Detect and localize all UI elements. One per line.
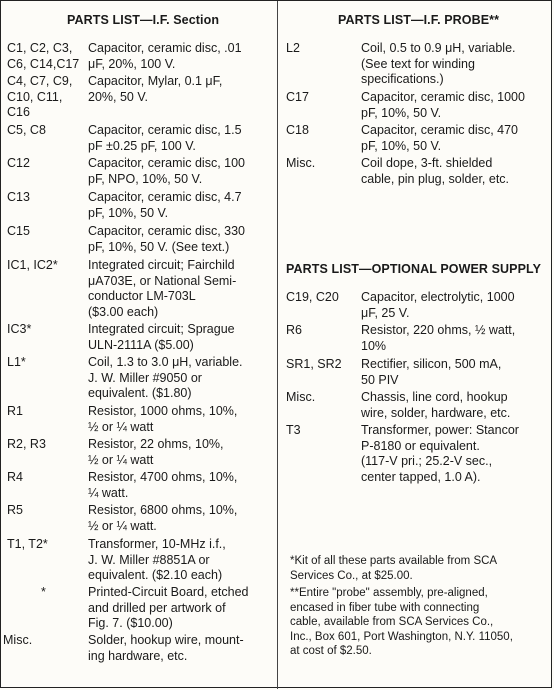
part-ref: Misc. [286,156,316,170]
part-ref: L2 [286,41,300,55]
part-ref: T3 [286,423,301,437]
part-desc: Printed-Circuit Board, etched and drilled per artwork of Fig. 7. ($10.00) [88,585,249,630]
part-ref: T1, T2* [7,537,48,551]
part-ref: C5, C8 [7,123,46,137]
part-ref: C13 [7,190,30,204]
part-desc: Capacitor, ceramic disc, 470 pF, 10%, 50 V. [361,123,519,153]
part-desc: Solder, hookup wire, mount- ing hardware, etc. [88,633,244,663]
part-desc: Capacitor, ceramic disc, 1.5 pF ±0.25 pF, 100 V. [88,123,242,153]
part-ref: * [41,585,46,599]
part-ref: R4 [7,470,23,484]
part-desc: Rectifier, silicon, 500 mA, 50 PIV [361,357,502,387]
part-desc: Resistor, 220 ohms, ½ watt, 10% [361,323,516,353]
part-ref: R6 [286,323,302,337]
part-ref: R2, R3 [7,437,46,451]
kit-footnote: *Kit of all these parts available from SCA Services Co., at $25.00. [290,555,498,582]
part-ref: C1, C2, C3, C6, C14,C17 [7,41,80,71]
part-desc: Integrated circuit; Fairchild μA703E, or National Semi- conductor LM-703L ($3.00 each) [88,258,237,319]
part-desc: Coil dope, 3-ft. shielded cable, pin plug, solder, etc. [361,156,510,186]
part-ref: SR1, SR2 [286,357,342,371]
part-ref: Misc. [3,633,33,647]
part-ref: C12 [7,156,30,170]
column-divider [277,1,278,689]
part-ref: L1* [7,355,26,369]
part-desc: Resistor, 6800 ohms, 10%, ½ or ¼ watt. [88,503,238,533]
part-ref: C4, C7, C9, C10, C11, C16 [7,74,73,119]
part-desc: Capacitor, ceramic disc, 1000 pF, 10%, 50 V. [361,90,525,120]
part-desc: Resistor, 4700 ohms, 10%, ¼ watt. [88,470,238,500]
part-desc: Resistor, 1000 ohms, 10%, ½ or ¼ watt [88,404,238,434]
probe-footnote: **Entire "probe" assembly, pre-aligned, encased in fiber tube with connecting cable, available from SCA Services Co., Inc., Box 601, Port Washington, N.Y. 11050, at cost of $2.50. [290,587,513,657]
part-ref: IC3* [7,322,32,336]
part-desc: Coil, 0.5 to 0.9 μH, variable. (See text for winding specifications.) [361,41,516,86]
part-desc: Capacitor, ceramic disc, 100 pF, NPO, 10%, 50 V. [88,156,246,186]
part-desc: Transformer, 10-MHz i.f., J. W. Miller #8851A or equivalent. ($2.10 each) [88,537,226,582]
part-desc: Coil, 1.3 to 3.0 μH, variable. J. W. Miller #9050 or equivalent. ($1.80) [88,355,243,400]
part-desc: Integrated circuit; Sprague ULN-2111A ($5.00) [88,322,235,352]
part-desc: Resistor, 22 ohms, 10%, ½ or ¼ watt [88,437,224,467]
part-desc: Capacitor, ceramic disc, .01 μF, 20%, 100 V. [88,41,242,71]
part-desc: Capacitor, ceramic disc, 4.7 pF, 10%, 50 V. [88,190,242,220]
part-ref: R1 [7,404,23,418]
part-ref: Misc. [286,390,316,404]
part-ref: C19, C20 [286,290,339,304]
power-supply-title: PARTS LIST—OPTIONAL POWER SUPPLY [286,262,542,276]
part-ref: C18 [286,123,309,137]
part-ref: R5 [7,503,23,517]
if-probe-title: PARTS LIST—I.F. PROBE** [338,13,500,27]
part-desc: Capacitor, electrolytic, 1000 μF, 25 V. [361,290,515,320]
part-desc: Capacitor, ceramic disc, 330 pF, 10%, 50 V. (See text.) [88,224,246,254]
part-ref: IC1, IC2* [7,258,58,272]
part-desc: Transformer, power: Stancor P-8180 or equivalent. (117-V pri.; 25.2-V sec., center tapped, 1.0 A). [361,423,519,484]
part-desc: Chassis, line cord, hookup wire, solder, hardware, etc. [361,390,511,420]
part-ref: C15 [7,224,30,238]
part-desc: Capacitor, Mylar, 0.1 μF, 20%, 50 V. [88,74,223,104]
part-ref: C17 [286,90,309,104]
if-section-title: PARTS LIST—I.F. Section [67,13,220,27]
